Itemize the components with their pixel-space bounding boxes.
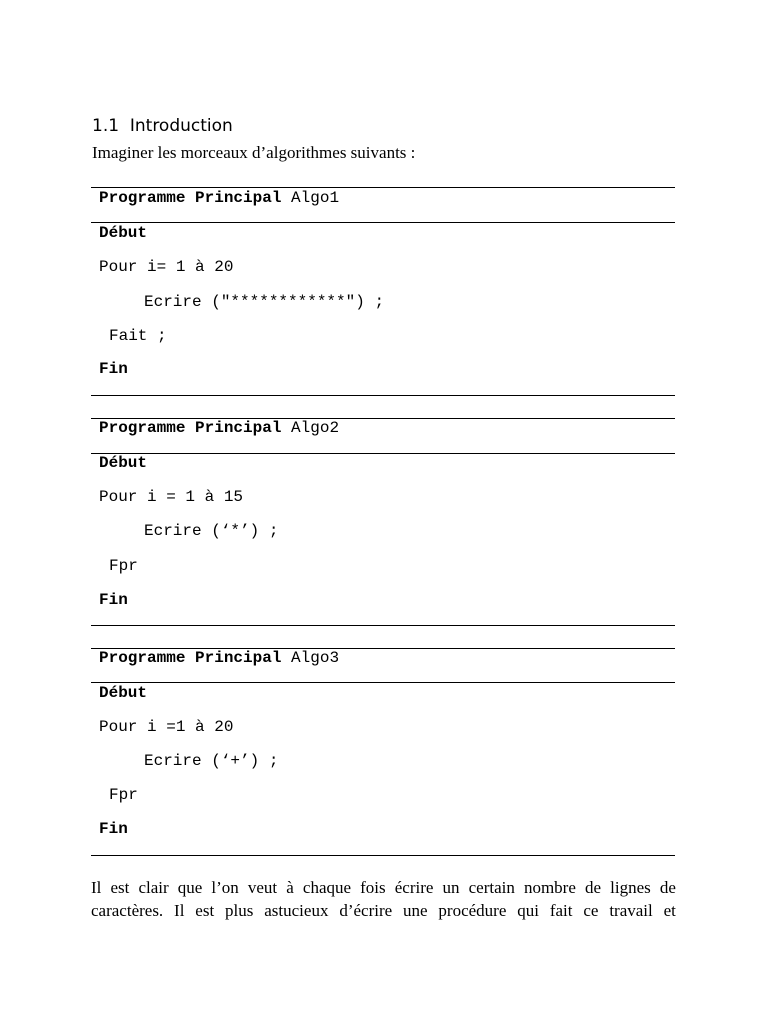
paragraph-line: Il est clair que l’on veut à chaque fois écrire un certain nombre de lignes de xyxy=(91,878,676,897)
end-loop-line: Fpr xyxy=(109,786,138,804)
algorithm-block-2 xyxy=(91,418,675,628)
header-keyword: Programme Principal xyxy=(99,649,282,667)
section-title: Introduction xyxy=(129,116,233,136)
algorithm-name: Algo1 xyxy=(291,189,340,207)
algorithm-name: Algo2 xyxy=(291,419,340,437)
loop-line: Pour i= 1 à 20 xyxy=(99,258,234,276)
intro-text: Imaginer les morceaux d’algorithmes suivants : xyxy=(92,143,416,162)
header-keyword: Programme Principal xyxy=(99,419,282,437)
algorithm-block-3 xyxy=(91,648,675,858)
algorithm-name: Algo3 xyxy=(291,649,340,667)
top-rule xyxy=(91,187,675,188)
loop-body-line: Ecrire (‘+’) ; xyxy=(144,752,279,770)
header-rule xyxy=(91,222,675,223)
debut-keyword: Début xyxy=(99,224,148,242)
bottom-rule xyxy=(91,395,675,396)
loop-line: Pour i = 1 à 15 xyxy=(99,488,244,506)
section-heading xyxy=(92,116,233,136)
loop-body-line: Ecrire ("************") ; xyxy=(144,293,385,311)
fin-keyword: Fin xyxy=(99,591,128,609)
algorithm-block-1 xyxy=(91,187,675,397)
fin-keyword: Fin xyxy=(99,360,128,378)
loop-line: Pour i =1 à 20 xyxy=(99,718,234,736)
bottom-rule xyxy=(91,855,675,856)
body-paragraph xyxy=(91,876,676,922)
header-rule xyxy=(91,682,675,683)
paragraph-line: caractères. Il est plus astucieux d’écrire une procédure qui fait ce travail et xyxy=(91,901,676,920)
bottom-rule xyxy=(91,625,675,626)
loop-body-line: Ecrire (‘*’) ; xyxy=(144,522,279,540)
end-loop-line: Fait ; xyxy=(109,327,167,345)
debut-keyword: Début xyxy=(99,454,148,472)
debut-keyword: Début xyxy=(99,684,148,702)
section-number: 1.1 xyxy=(92,116,120,136)
header-rule xyxy=(91,453,675,454)
algorithm-header xyxy=(99,649,339,667)
fin-keyword: Fin xyxy=(99,820,128,838)
end-loop-line: Fpr xyxy=(109,557,138,575)
algorithm-header xyxy=(99,419,339,437)
header-keyword: Programme Principal xyxy=(99,189,282,207)
algorithm-header xyxy=(99,189,339,207)
